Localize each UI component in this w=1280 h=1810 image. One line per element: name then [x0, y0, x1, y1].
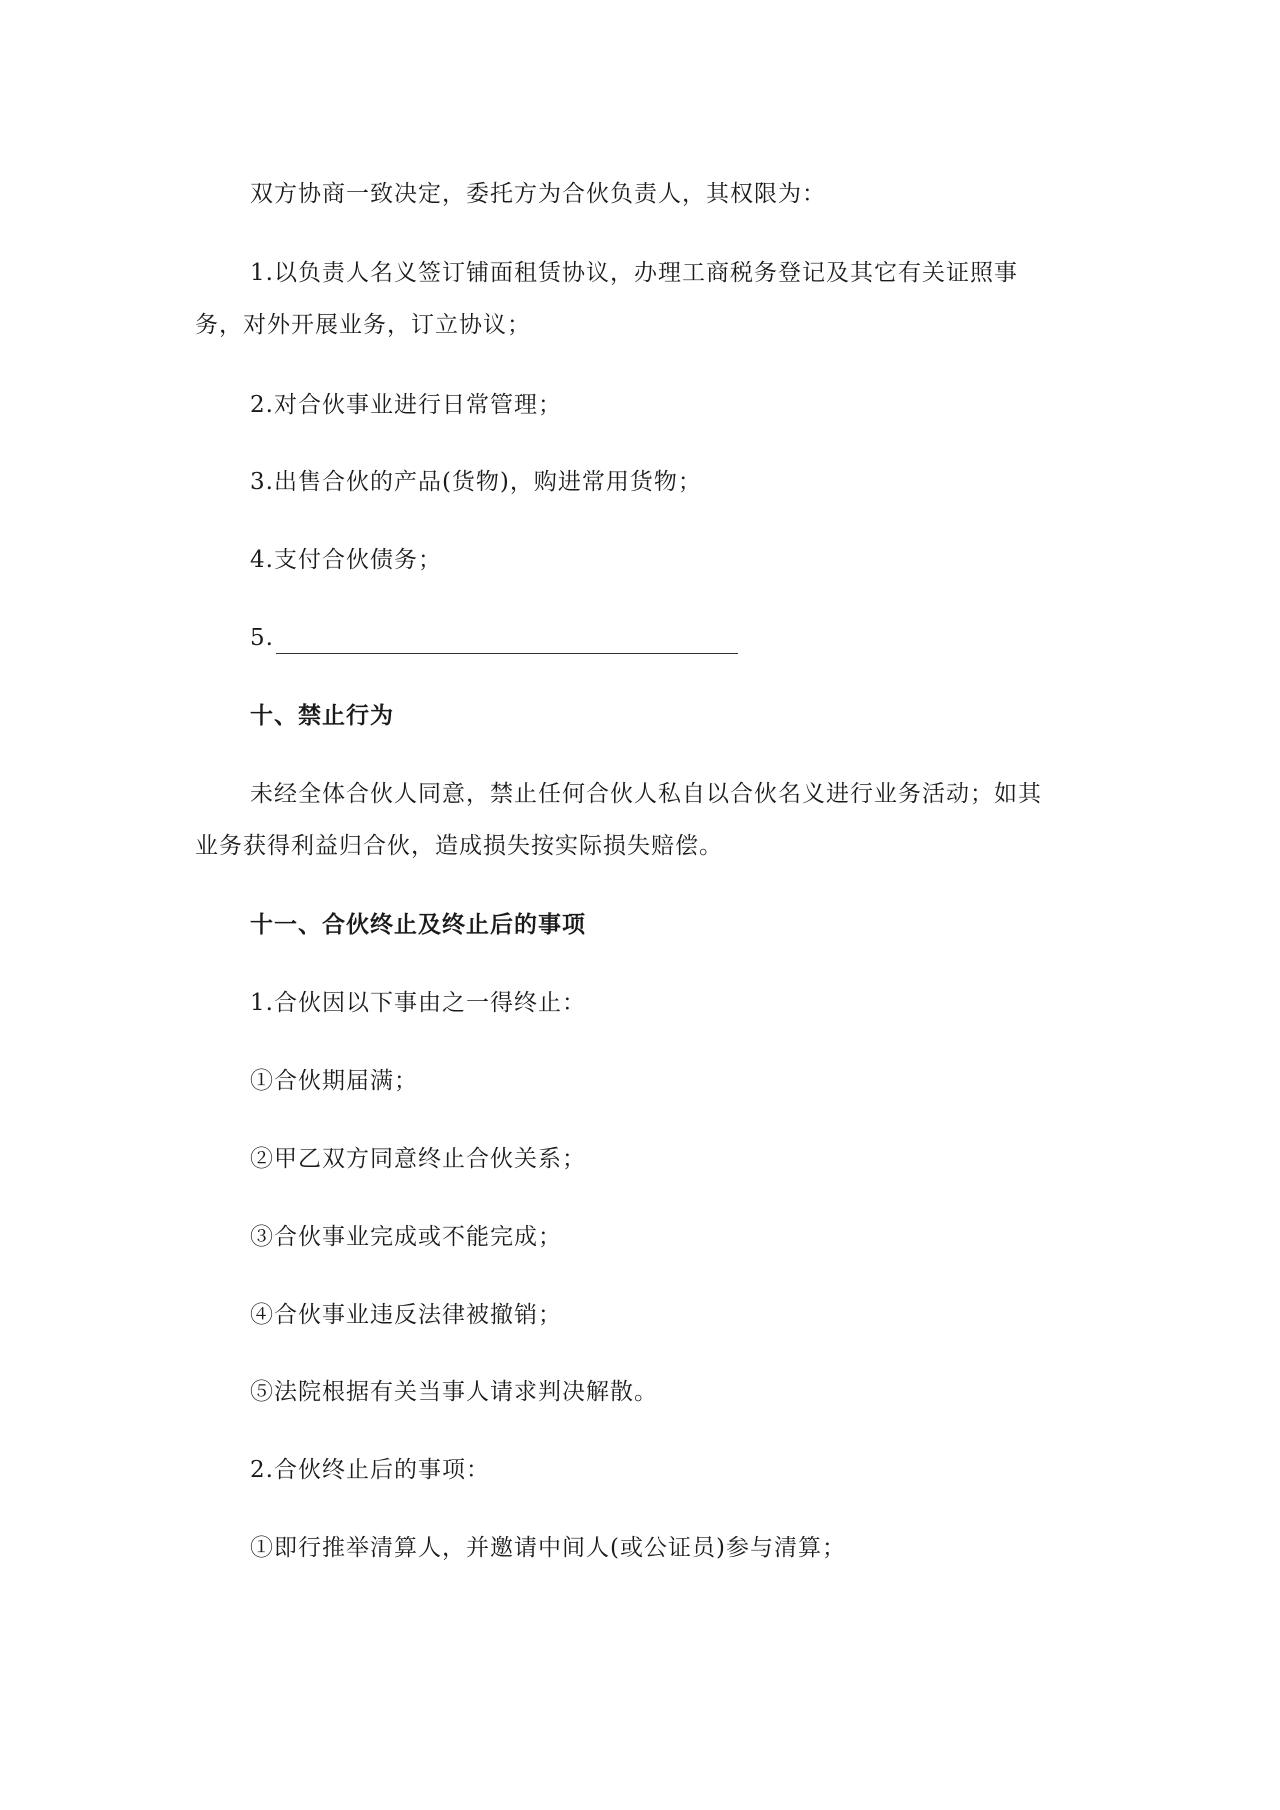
authority-item-2: 2.对合伙事业进行日常管理；: [250, 392, 562, 418]
termination-reason-3: ③合伙事业完成或不能完成；: [250, 1224, 562, 1250]
termination-reason-2: ②甲乙双方同意终止合伙关系；: [250, 1146, 586, 1172]
termination-reasons-intro: 1.合伙因以下事由之一得终止：: [250, 990, 586, 1016]
authority-item-4: 4.支付合伙债务；: [250, 547, 442, 573]
section-10-paragraph-line-1: 未经全体合伙人同意，禁止任何合伙人私自以合伙名义进行业务活动；如其: [250, 781, 1042, 807]
post-termination-item-1: ①即行推举清算人，并邀请中间人(或公证员)参与清算；: [250, 1535, 846, 1561]
termination-reason-5: ⑤法院根据有关当事人请求判决解散。: [250, 1379, 658, 1405]
section-10-heading: 十、禁止行为: [250, 703, 394, 729]
termination-reason-4: ④合伙事业违反法律被撤销；: [250, 1302, 562, 1328]
authority-item-1-line-2: 务，对外开展业务，订立协议；: [195, 312, 531, 338]
section-10-paragraph-line-2: 业务获得利益归合伙，造成损失按实际损失赔偿。: [195, 833, 723, 859]
section-11-heading: 十一、合伙终止及终止后的事项: [250, 912, 586, 938]
post-termination-intro: 2.合伙终止后的事项：: [250, 1457, 490, 1483]
authority-item-5: [250, 622, 738, 654]
authority-item-3: 3.出售合伙的产品(货物)，购进常用货物；: [250, 469, 702, 495]
authority-item-5-number: 5.: [250, 625, 274, 651]
authority-item-1-line-1: 1.以负责人名义签订铺面租赁协议，办理工商税务登记及其它有关证照事: [250, 260, 1018, 286]
paragraph-authority-intro: 双方协商一致决定，委托方为合伙负责人，其权限为：: [250, 181, 826, 207]
termination-reason-1: ①合伙期届满；: [250, 1068, 418, 1094]
blank-fill-line: [276, 631, 738, 654]
